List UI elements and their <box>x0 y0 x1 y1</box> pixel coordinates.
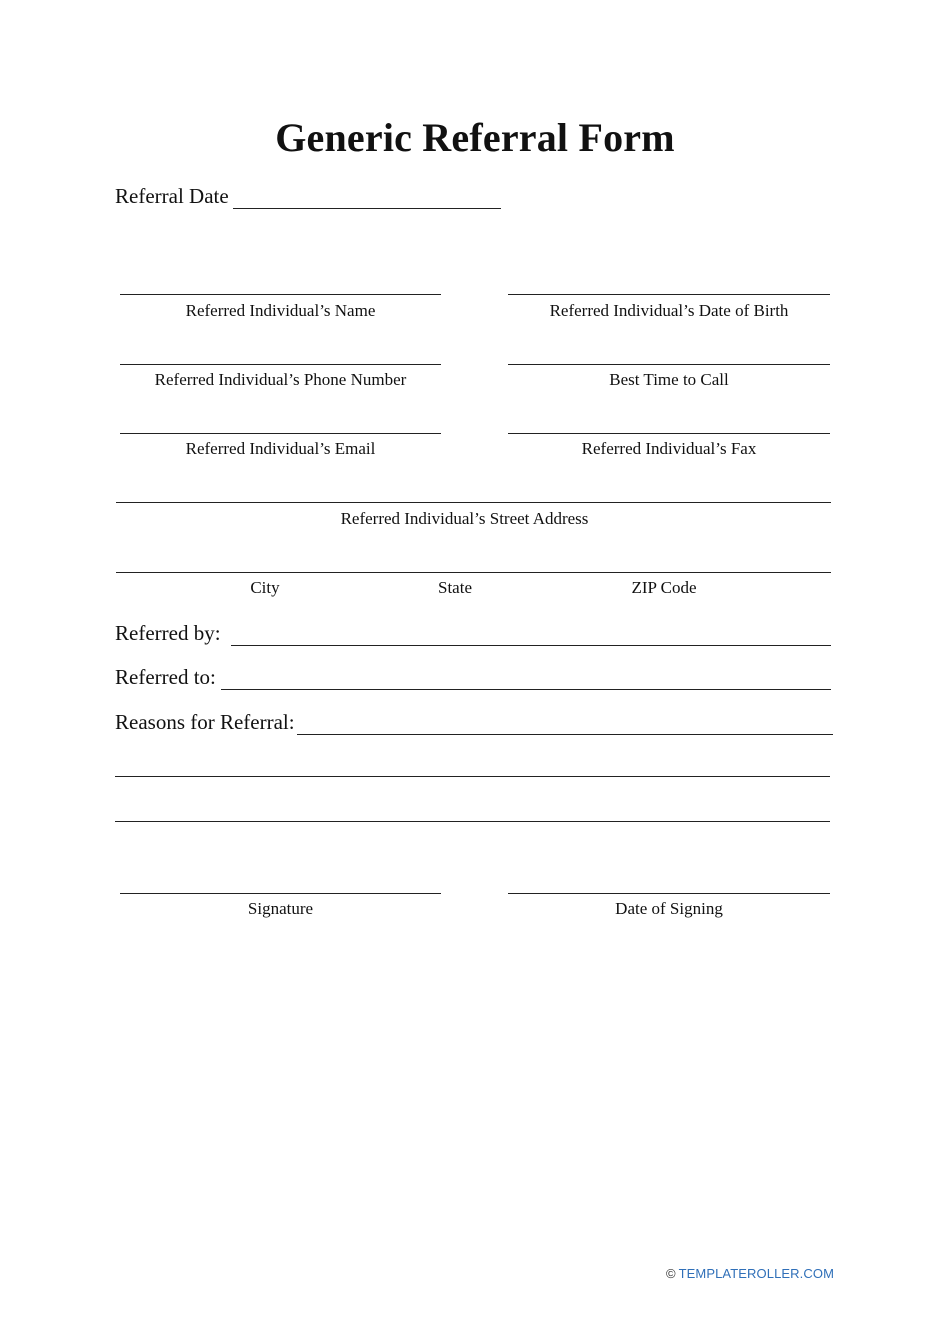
street-address-caption: Referred Individual’s Street Address <box>340 509 589 528</box>
dob-caption: Referred Individual’s Date of Birth <box>549 301 789 320</box>
page-title: Generic Referral Form <box>275 115 675 160</box>
street-address-field[interactable] <box>116 502 831 503</box>
reasons-line-3[interactable] <box>115 821 830 822</box>
referral-date-label: Referral Date <box>115 184 229 208</box>
copyright-icon: © <box>665 1266 676 1281</box>
state-caption: State <box>438 578 472 597</box>
email-field[interactable] <box>120 433 441 434</box>
date-of-signing-field[interactable] <box>508 893 830 894</box>
name-caption: Referred Individual’s Name <box>185 301 376 320</box>
phone-caption: Referred Individual’s Phone Number <box>154 370 407 389</box>
city-state-zip-field[interactable] <box>116 572 831 573</box>
dob-field[interactable] <box>508 294 830 295</box>
signature-caption: Signature <box>247 899 314 918</box>
reasons-field[interactable] <box>297 714 833 735</box>
referred-by-field[interactable] <box>231 625 831 646</box>
best-time-field[interactable] <box>508 364 830 365</box>
fax-caption: Referred Individual’s Fax <box>581 439 757 458</box>
best-time-caption: Best Time to Call <box>609 370 729 389</box>
referral-date-row <box>115 183 501 209</box>
referred-to-label: Referred to: <box>115 665 216 689</box>
brand-link[interactable]: TEMPLATEROLLER.COM <box>678 1266 834 1281</box>
reasons-line-2[interactable] <box>115 776 830 777</box>
fax-field[interactable] <box>508 433 830 434</box>
referred-by-label: Referred by: <box>115 621 221 645</box>
signature-field[interactable] <box>120 893 441 894</box>
referred-to-field[interactable] <box>221 669 831 690</box>
copyright-notice <box>666 1266 834 1282</box>
name-field[interactable] <box>120 294 441 295</box>
reasons-label: Reasons for Referral: <box>115 710 295 734</box>
reasons-row <box>115 709 833 735</box>
phone-field[interactable] <box>120 364 441 365</box>
referred-to-row <box>115 664 831 690</box>
city-caption: City <box>250 578 280 597</box>
date-of-signing-caption: Date of Signing <box>615 899 723 918</box>
email-caption: Referred Individual’s Email <box>185 439 376 458</box>
referred-by-row <box>115 620 831 646</box>
referral-date-field[interactable] <box>233 188 501 209</box>
zip-caption: ZIP Code <box>631 578 697 597</box>
